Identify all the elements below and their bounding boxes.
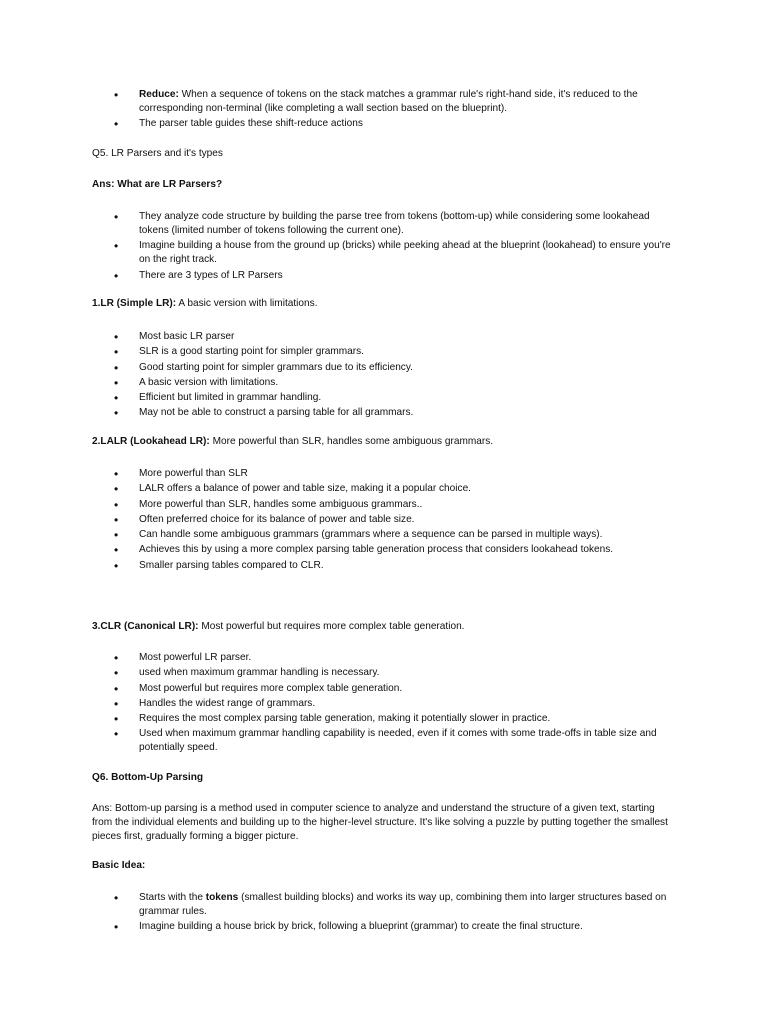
q6-answer: Ans: Bottom-up parsing is a method used in computer science to analyze and understand the structure of a given text, starting from the individual elements and building up to the higher-level structure. It's like solving a puzzle by putting together the smallest pieces first, gradually forming a bigger picture.: [92, 803, 668, 842]
list-item: • Handles the widest range of grammars.: [0, 697, 674, 711]
slr-heading: [92, 297, 688, 311]
list-item: [0, 920, 674, 934]
q5-heading: Q5. LR Parsers and it's types: [92, 148, 223, 159]
q6-heading: [92, 771, 688, 785]
q6-heading-text: Q6. Bottom-Up Parsing: [92, 772, 204, 783]
slr-title: 1.LR (Simple LR):: [92, 298, 177, 309]
slr-summary: A basic version with limitations.: [176, 298, 318, 309]
list-item: [0, 891, 674, 919]
list-item-text: The parser table guides these shift-reduce actions: [139, 118, 363, 130]
list-item: • Used when maximum grammar handling capability is needed, even if it comes with some trade-offs in table size and potentially speed.: [0, 727, 674, 755]
basic-idea-heading-text: Basic Idea:: [92, 860, 146, 871]
ans-heading: [92, 178, 688, 192]
lalr-list: [0, 467, 768, 573]
list-item: • Often preferred choice for its balance of power and table size.: [0, 513, 674, 527]
list-item-text: Imagine building a house brick by brick, following a blueprint (grammar) to create the final structure.: [139, 921, 583, 933]
list-item: [0, 117, 674, 131]
list-item-text: (smallest building blocks) and works its way up, combining them into larger structures based on grammar rules.: [139, 892, 667, 917]
clr-heading: [92, 620, 688, 634]
ans-heading-text: Ans: What are LR Parsers?: [92, 179, 223, 190]
list-item: • More powerful than SLR: [0, 467, 674, 481]
list-item: • May not be able to construct a parsing table for all grammars.: [0, 406, 674, 420]
list-item: [0, 88, 674, 116]
lalr-heading: [92, 435, 688, 449]
list-item: • There are 3 types of LR Parsers: [0, 269, 674, 283]
basic-idea-heading: [92, 859, 688, 873]
list-item: • A basic version with limitations.: [0, 376, 674, 390]
list-item-text: When a sequence of tokens on the stack matches a grammar rule's right-hand side, it's reduced to the corresponding non-terminal (like completing a wall section based on the blueprint).: [139, 89, 638, 114]
term-label: Reduce:: [139, 89, 179, 100]
list-item: • Most basic LR parser: [0, 330, 674, 344]
slr-list: [0, 330, 768, 420]
list-item: • Most powerful but requires more complex table generation.: [0, 682, 674, 696]
lalr-summary: More powerful than SLR, handles some ambiguous grammars.: [209, 436, 494, 447]
list-item: • LALR offers a balance of power and table size, making it a popular choice.: [0, 482, 674, 496]
lr-intro-list: [0, 210, 768, 283]
list-item: • Efficient but limited in grammar handling.: [0, 391, 674, 405]
list-item: • Most powerful LR parser.: [0, 651, 674, 665]
list-item: • used when maximum grammar handling is necessary.: [0, 666, 674, 680]
list-item: • Requires the most complex parsing table generation, making it potentially slower in practice.: [0, 712, 674, 726]
list-item: • Imagine building a house from the ground up (bricks) while peeking ahead at the blueprint (lookahead) to ensure you're on the right track.: [0, 239, 674, 267]
clr-title: 3.CLR (Canonical LR):: [92, 621, 199, 632]
basic-idea-list: [0, 891, 768, 934]
list-item: • Smaller parsing tables compared to CLR.: [0, 559, 674, 573]
list-item-text: Starts with the: [139, 892, 206, 903]
list-item: • SLR is a good starting point for simpler grammars.: [0, 345, 674, 359]
list-item: • Achieves this by using a more complex parsing table generation process that considers lookahead tokens.: [0, 543, 674, 557]
reduce-list: [0, 88, 768, 131]
list-item: • Good starting point for simpler grammars due to its efficiency.: [0, 361, 674, 375]
list-item: • They analyze code structure by building the parse tree from tokens (bottom-up) while considering some lookahead tokens (limited number of tokens following the current one).: [0, 210, 674, 238]
lalr-title: 2.LALR (Lookahead LR):: [92, 436, 210, 447]
clr-list: [0, 651, 768, 755]
list-item: • Can handle some ambiguous grammars (grammars where a sequence can be parsed in multiple ways).: [0, 528, 674, 542]
list-item: • More powerful than SLR, handles some ambiguous grammars..: [0, 498, 674, 512]
emphasis-term: tokens: [205, 892, 239, 903]
clr-summary: Most powerful but requires more complex table generation.: [198, 621, 465, 632]
